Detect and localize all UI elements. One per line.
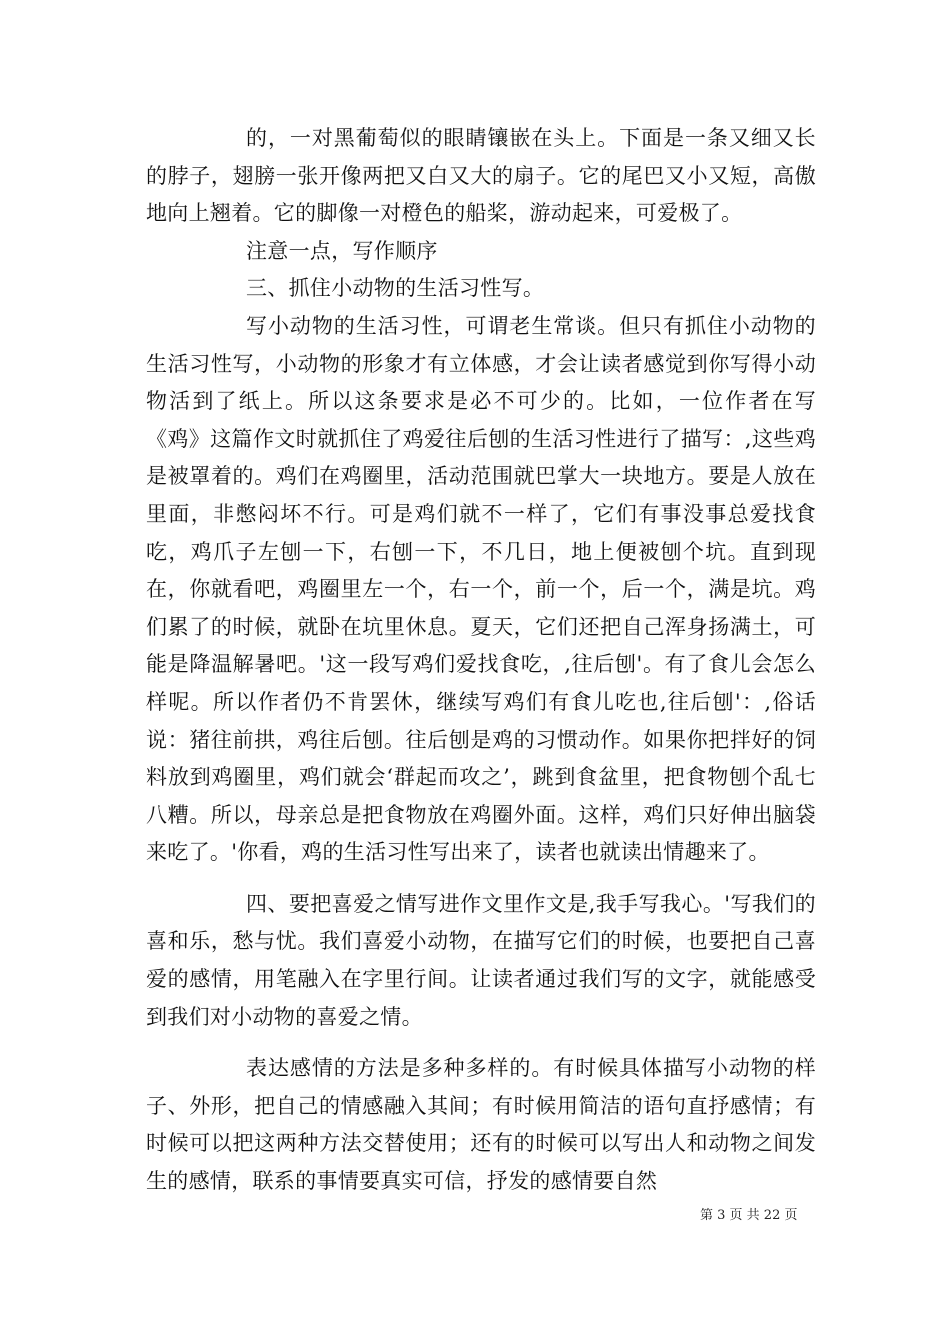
page-number-footer: 第 3 页 共 22 页 — [700, 1208, 798, 1223]
paragraph-expressing-emotion: 表达感情的方法是多种多样的。有时候具体描写小动物的样子、外形，把自己的情感融入其间；有时候用简洁的语句直抒感情；有时候可以把这两种方法交替使用；还有的时候可以写出人和动物之间发生的感情，联系的事情要真实可信，抒发的感情要自然 — [146, 1056, 816, 1194]
document-body — [146, 120, 816, 1201]
paragraph-chicken-habits: 写小动物的生活习性，可谓老生常谈。但只有抓住小动物的生活习性写，小动物的形象才有立体感，才会让读者感觉到你写得小动物活到了纸上。所以这条要求是必不可少的。比如，一位作者在写《鸡》这篇作文时就抓住了鸡爱往后刨的生活习性进行了描写：,这些鸡是被罩着的。鸡们在鸡圈里，活动范围就巴掌大一块地方。要是人放在里面，非憋闷坏不行。可是鸡们就不一样了，它们有事没事总爱找食吃，鸡爪子左刨一下，右刨一下，不几日，地上便被刨个坑。直到现在，你就看吧，鸡圈里左一个，右一个，前一个，后一个，满是坑。鸡们累了的时候，就卧在坑里休息。夏天，它们还把自己浑身扬满土，可能是降温解暑吧。'这一段写鸡们爱找食吃，,往后刨'。有了食儿会怎么样呢。所以作者仍不肯罢休，继续写鸡们有食儿吃也,往后刨'：,俗话说：猪往前拱，鸡往后刨。往后刨是鸡的习惯动作。如果你把拌好的饲料放到鸡圈里，鸡们就会‘群起而攻之’，跳到食盆里，把食物刨个乱七八糟。所以，母亲总是把食物放在鸡圈外面。这样，鸡们只好伸出脑袋来吃了。'你看，鸡的生活习性写出来了，读者也就读出情趣来了。 — [146, 313, 816, 865]
section-heading-habits: 三、抓住小动物的生活习性写。 — [246, 276, 545, 301]
paragraph-swan-description: 的，一对黑葡萄似的眼睛镶嵌在头上。下面是一条又细又长的脖子，翅膀一张开像两把又白又大的扇子。它的尾巴又小又短，高傲地向上翘着。它的脚像一对橙色的船桨，游动起来，可爱极了。 — [146, 126, 816, 226]
paragraph-note-writing-order: 注意一点，写作顺序 — [246, 238, 438, 263]
section-heading-affection: 四、要把喜爱之情写进作文里作文是,我手写我心。'写我们的喜和乐，愁与忧。我们喜爱小动物，在描写它们的时候，也要把自己喜爱的感情，用笔融入在字里行间。让读者通过我们写的文字，就能感受到我们对小动物的喜爱之情。 — [146, 891, 816, 1029]
